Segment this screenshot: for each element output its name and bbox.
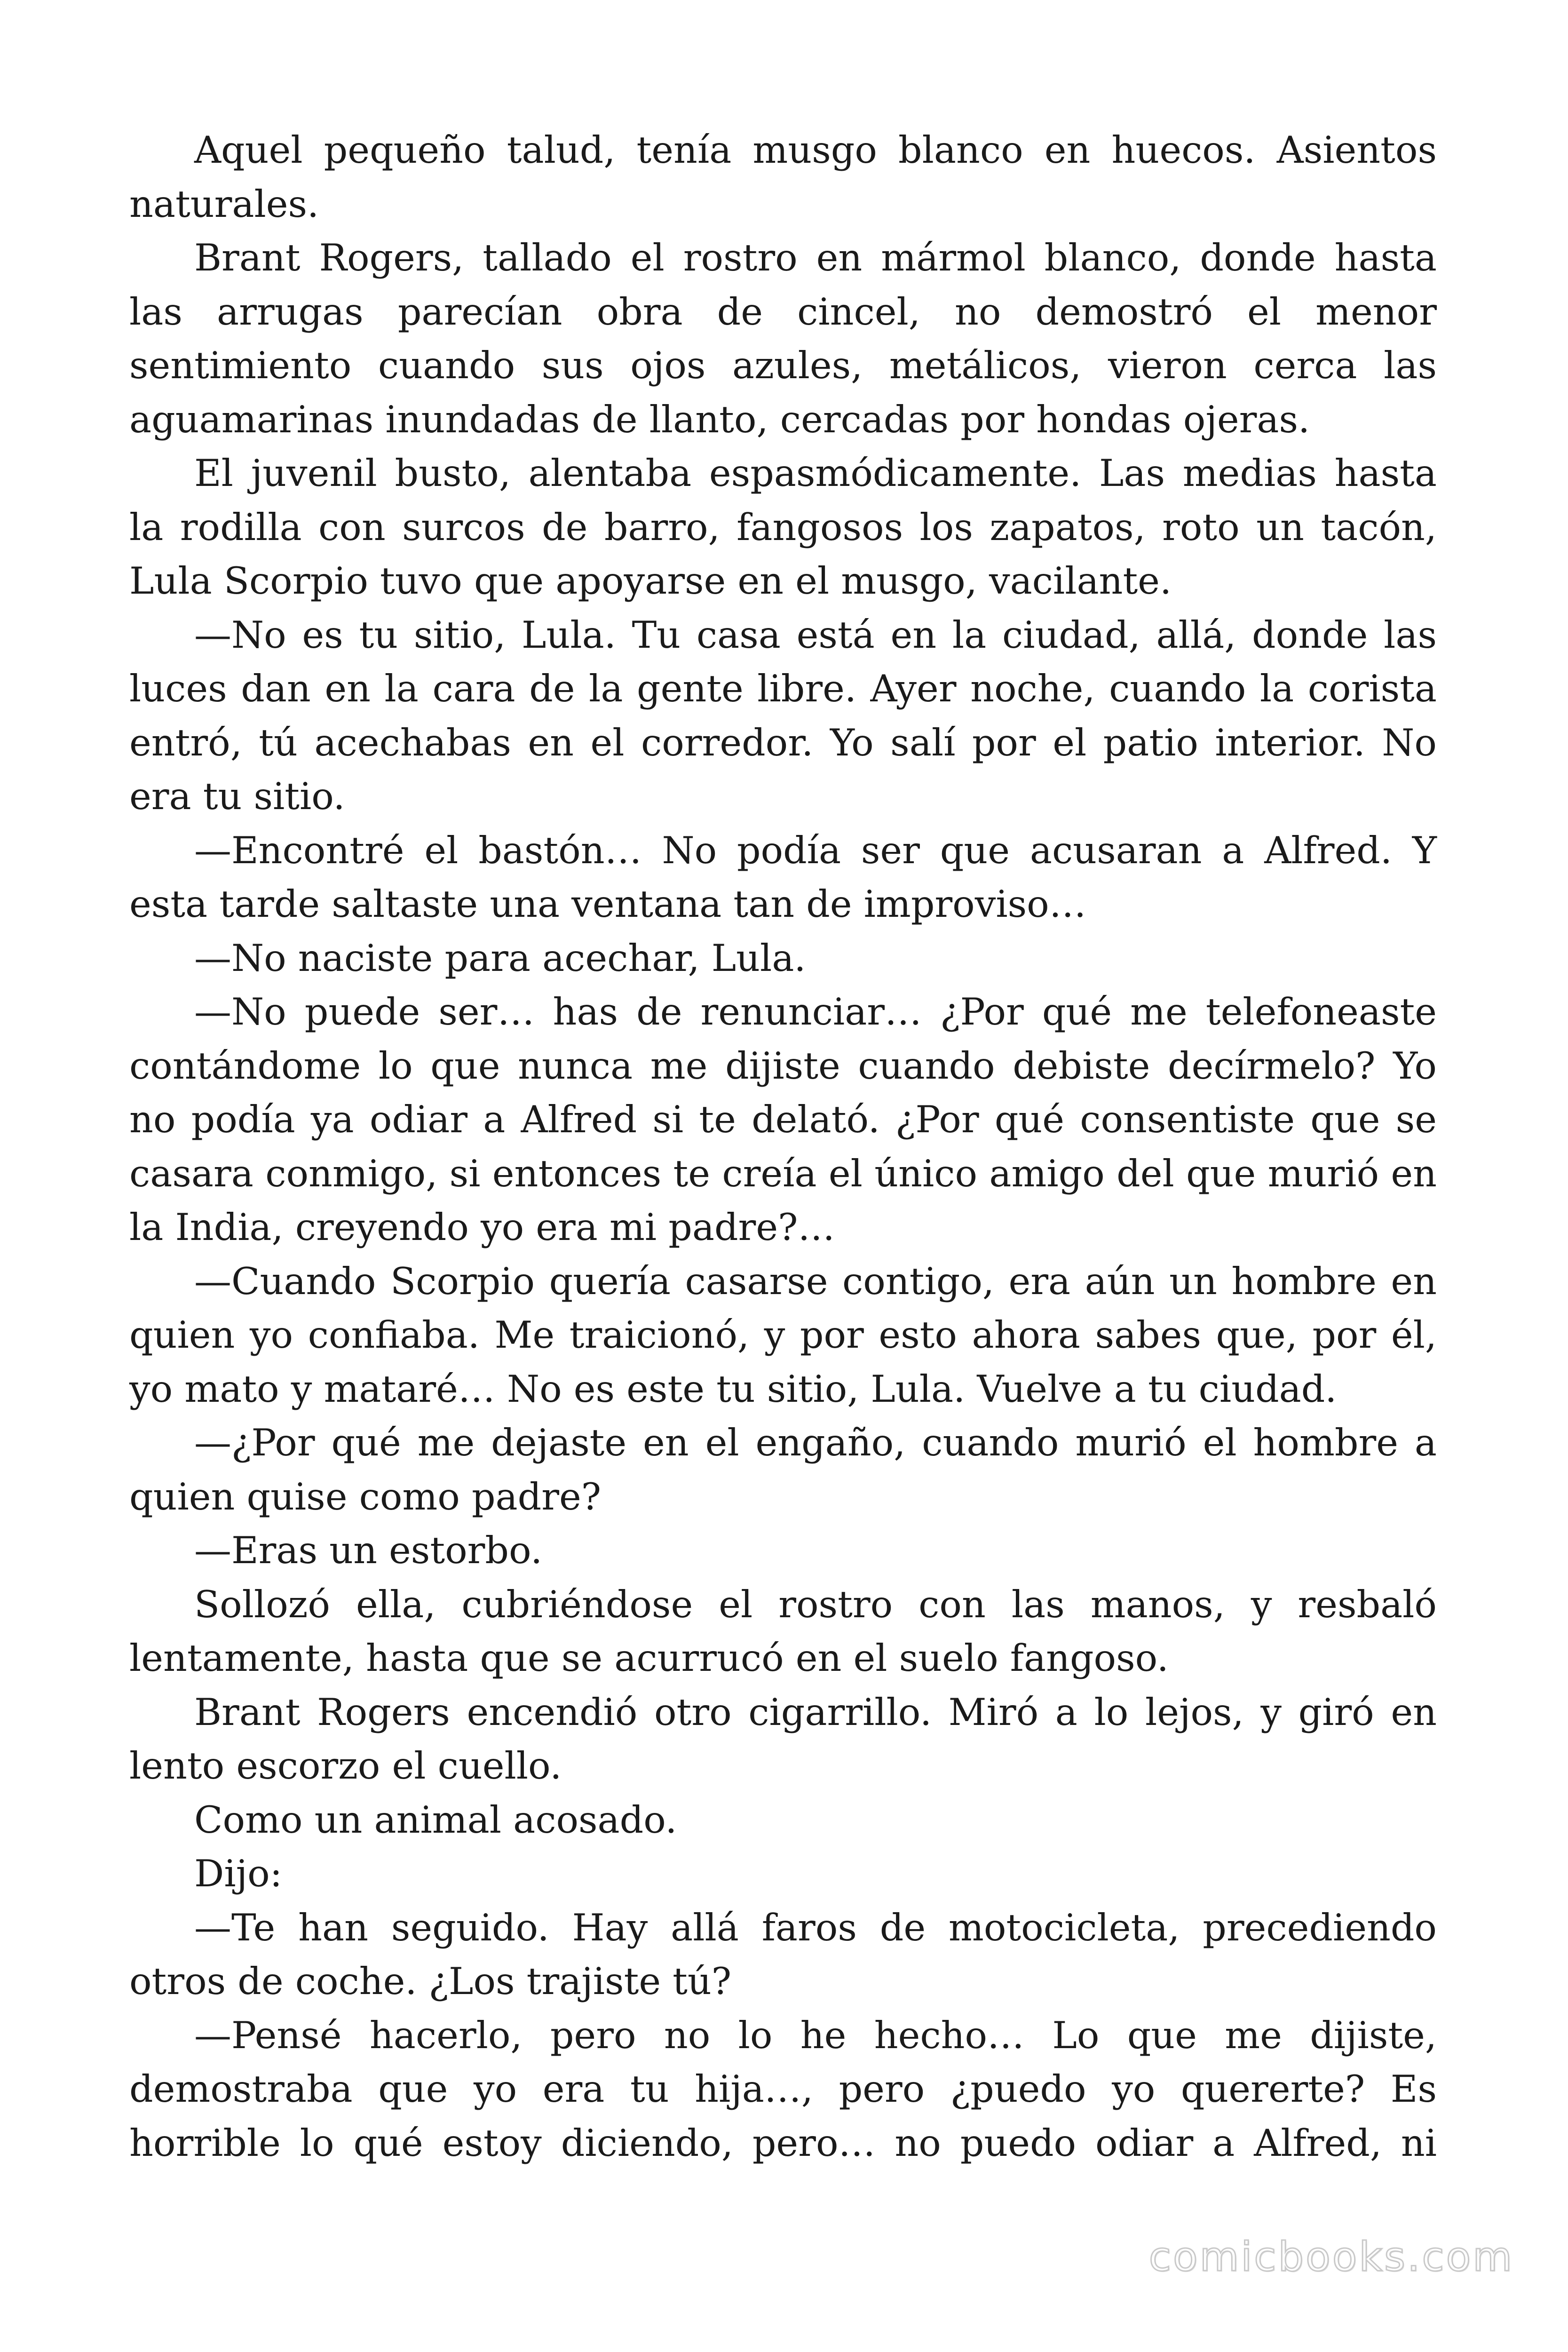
paragraph: —¿Por qué me dejaste en el engaño, cuando murió el hombre a quien quise como padre? bbox=[129, 1421, 1437, 1518]
paragraph: Brant Rogers, tallado el rostro en mármol blanco, donde hasta las arrugas parecían obra de cincel, no demostró el menor sentimiento cuando sus ojos azules, metálicos, vieron cerca las aguamarinas inundadas de llanto, cercadas por hondas ojeras. bbox=[129, 236, 1437, 441]
body-text bbox=[129, 123, 1437, 2170]
paragraph: Dijo: bbox=[194, 1852, 283, 1895]
paragraph: Sollozó ella, cubriéndose el rostro con las manos, y resbaló lentamente, hasta que se acurrucó en el suelo fangoso. bbox=[129, 1582, 1437, 1680]
paragraph: El juvenil busto, alentaba espasmódicamente. Las medias hasta la rodilla con surcos de barro, fangosos los zapatos, roto un tacón, Lula Scorpio tuvo que apoyarse en el musgo, vacilante. bbox=[129, 452, 1437, 603]
watermark: comicbooks.com bbox=[1148, 2233, 1514, 2280]
paragraph: —Cuando Scorpio quería casarse contigo, era aún un hombre en quien yo confiaba. Me traicionó, y por esto ahora sabes que, por él, yo mato y mataré… No es este tu sitio, Lula. Vuelve a tu ciudad. bbox=[129, 1259, 1437, 1411]
paragraph: Como un animal acosado. bbox=[194, 1798, 677, 1842]
paragraph: Brant Rogers encendió otro cigarrillo. Miró a lo lejos, y giró en lento escorzo el cuello. bbox=[129, 1690, 1437, 1788]
paragraph: —No puede ser… has de renunciar… ¿Por qué me telefoneaste contándome lo que nunca me dijiste cuando debiste decírmelo? Yo no podía ya odiar a Alfred si te delató. ¿Por qué consentiste que se casara conmigo, si entonces te creía el único amigo del que murió en la India, creyendo yo era mi padre?… bbox=[129, 990, 1437, 1249]
paragraph-continued: —Pensé hacerlo, pero no lo he hecho… Lo que me dijiste, demostraba que yo era tu hija…, pero ¿puedo yo quererte? Es horrible lo qué estoy diciendo, pero… no puedo odiar a Alfred, ni bbox=[129, 2013, 1437, 2165]
paragraph: —No naciste para acechar, Lula. bbox=[194, 936, 806, 980]
paragraph: Aquel pequeño talud, tenía musgo blanco en huecos. Asientos naturales. bbox=[129, 128, 1437, 226]
paragraph: —Eras un estorbo. bbox=[194, 1529, 543, 1572]
paragraph: —Encontré el bastón… No podía ser que acusaran a Alfred. Y esta tarde saltaste una ventana tan de improviso… bbox=[129, 828, 1437, 926]
paragraph: —No es tu sitio, Lula. Tu casa está en la ciudad, allá, donde las luces dan en la cara de la gente libre. Ayer noche, cuando la corista entró, tú acechabas en el corredor. Yo salí por el patio interior. No era tu sitio. bbox=[129, 613, 1437, 818]
paragraph: —Te han seguido. Hay allá faros de motocicleta, precediendo otros de coche. ¿Los trajiste tú? bbox=[129, 1906, 1437, 2003]
